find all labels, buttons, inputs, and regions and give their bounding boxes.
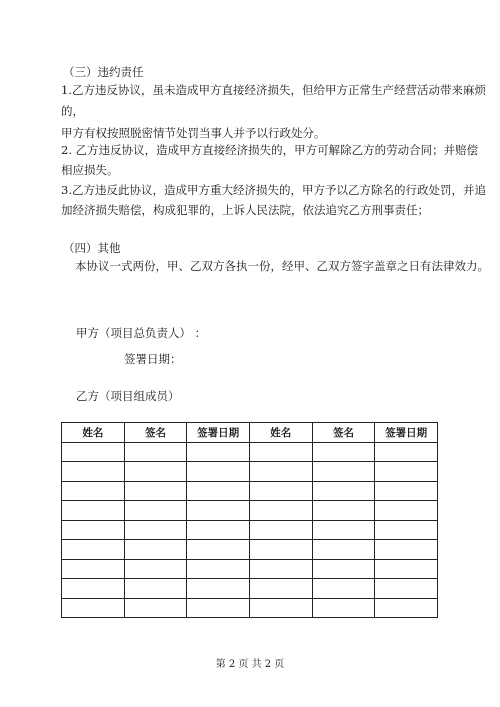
table-cell[interactable] <box>249 462 312 482</box>
table-cell[interactable] <box>312 598 375 618</box>
table-cell[interactable] <box>62 520 125 540</box>
section3-item1-line2: 的， <box>61 104 84 118</box>
table-cell[interactable] <box>375 520 438 540</box>
table-cell[interactable] <box>187 540 250 560</box>
section3-heading: （三）违约责任 <box>63 65 144 79</box>
table-cell[interactable] <box>375 442 438 462</box>
header-name-2: 姓名 <box>249 423 312 443</box>
table-cell[interactable] <box>375 481 438 501</box>
table-cell[interactable] <box>312 481 375 501</box>
table-cell[interactable] <box>249 501 312 521</box>
table-cell[interactable] <box>187 462 250 482</box>
table-cell[interactable] <box>375 540 438 560</box>
table-cell[interactable] <box>187 559 250 579</box>
section3-item2-line2: 相应损失。 <box>61 163 119 177</box>
table-cell[interactable] <box>312 540 375 560</box>
header-sign-date-1: 签署日期 <box>187 423 250 443</box>
table-row <box>62 598 438 618</box>
table-cell[interactable] <box>124 598 187 618</box>
section3-item1-line1: 1.乙方违反协议，虽未造成甲方直接经济损失，但给甲方正常生产经营活动带来麻烦 <box>61 83 486 97</box>
table-cell[interactable] <box>62 579 125 599</box>
table-cell[interactable] <box>375 462 438 482</box>
section4-heading: （四）其他 <box>63 241 121 255</box>
header-signature-2: 签名 <box>312 423 375 443</box>
section3-item3-line1: 3.乙方违反此协议，造成甲方重大经济损失的，甲方予以乙方除名的行政处罚，并追 <box>61 183 486 197</box>
table-cell[interactable] <box>249 520 312 540</box>
table-cell[interactable] <box>62 598 125 618</box>
table-cell[interactable] <box>249 579 312 599</box>
header-sign-date-2: 签署日期 <box>375 423 438 443</box>
table-row <box>62 501 438 521</box>
table-cell[interactable] <box>124 442 187 462</box>
table-cell[interactable] <box>312 579 375 599</box>
party-a-label: 甲方（项目总负责人） ： <box>76 326 207 340</box>
table-cell[interactable] <box>375 559 438 579</box>
table-cell[interactable] <box>124 540 187 560</box>
header-name-1: 姓名 <box>62 423 125 443</box>
table-cell[interactable] <box>249 559 312 579</box>
table-row <box>62 540 438 560</box>
table-cell[interactable] <box>249 442 312 462</box>
table-row <box>62 520 438 540</box>
table-header-row <box>62 423 438 443</box>
table-cell[interactable] <box>312 462 375 482</box>
table-cell[interactable] <box>62 540 125 560</box>
table-cell[interactable] <box>124 481 187 501</box>
table-cell[interactable] <box>62 442 125 462</box>
table-row <box>62 442 438 462</box>
table-cell[interactable] <box>187 501 250 521</box>
table-cell[interactable] <box>375 598 438 618</box>
table-cell[interactable] <box>249 481 312 501</box>
table-cell[interactable] <box>249 540 312 560</box>
table-cell[interactable] <box>312 520 375 540</box>
page-footer: 第 2 页 共 2 页 <box>215 659 285 670</box>
table-row <box>62 462 438 482</box>
table-cell[interactable] <box>249 598 312 618</box>
table-cell[interactable] <box>124 579 187 599</box>
table-cell[interactable] <box>187 579 250 599</box>
table-cell[interactable] <box>375 501 438 521</box>
table-cell[interactable] <box>62 462 125 482</box>
table-cell[interactable] <box>124 520 187 540</box>
table-row <box>62 579 438 599</box>
table-cell[interactable] <box>187 442 250 462</box>
table-cell[interactable] <box>187 598 250 618</box>
table-cell[interactable] <box>187 481 250 501</box>
section3-item1-line3: 甲方有权按照脱密情节处罚当事人并予以行政处分。 <box>61 126 326 140</box>
table-cell[interactable] <box>375 579 438 599</box>
table-cell[interactable] <box>312 559 375 579</box>
table-cell[interactable] <box>187 520 250 540</box>
table-cell[interactable] <box>62 481 125 501</box>
table-cell[interactable] <box>312 501 375 521</box>
table-row <box>62 559 438 579</box>
sign-date-label: 签署日期： <box>124 352 182 366</box>
table-cell[interactable] <box>124 501 187 521</box>
table-cell[interactable] <box>62 501 125 521</box>
party-b-label: 乙方（项目组成员） <box>76 389 180 403</box>
signature-table-body <box>62 442 438 618</box>
table-row <box>62 481 438 501</box>
section3-item3-line2: 加经济损失赔偿，构成犯罪的，上诉人民法院，依法追究乙方刑事责任； <box>61 203 429 217</box>
table-cell[interactable] <box>62 559 125 579</box>
section4-text: 本协议一式两份，甲、乙双方各执一份，经甲、乙双方签字盖章之日有法律效力。 <box>75 259 489 273</box>
signature-table <box>61 422 438 618</box>
table-cell[interactable] <box>124 462 187 482</box>
section3-item2-line1: 2. 乙方违反协议，造成甲方直接经济损失的，甲方可解除乙方的劳动合同；并赔偿 <box>61 143 479 157</box>
table-cell[interactable] <box>312 442 375 462</box>
table-cell[interactable] <box>124 559 187 579</box>
header-signature-1: 签名 <box>124 423 187 443</box>
